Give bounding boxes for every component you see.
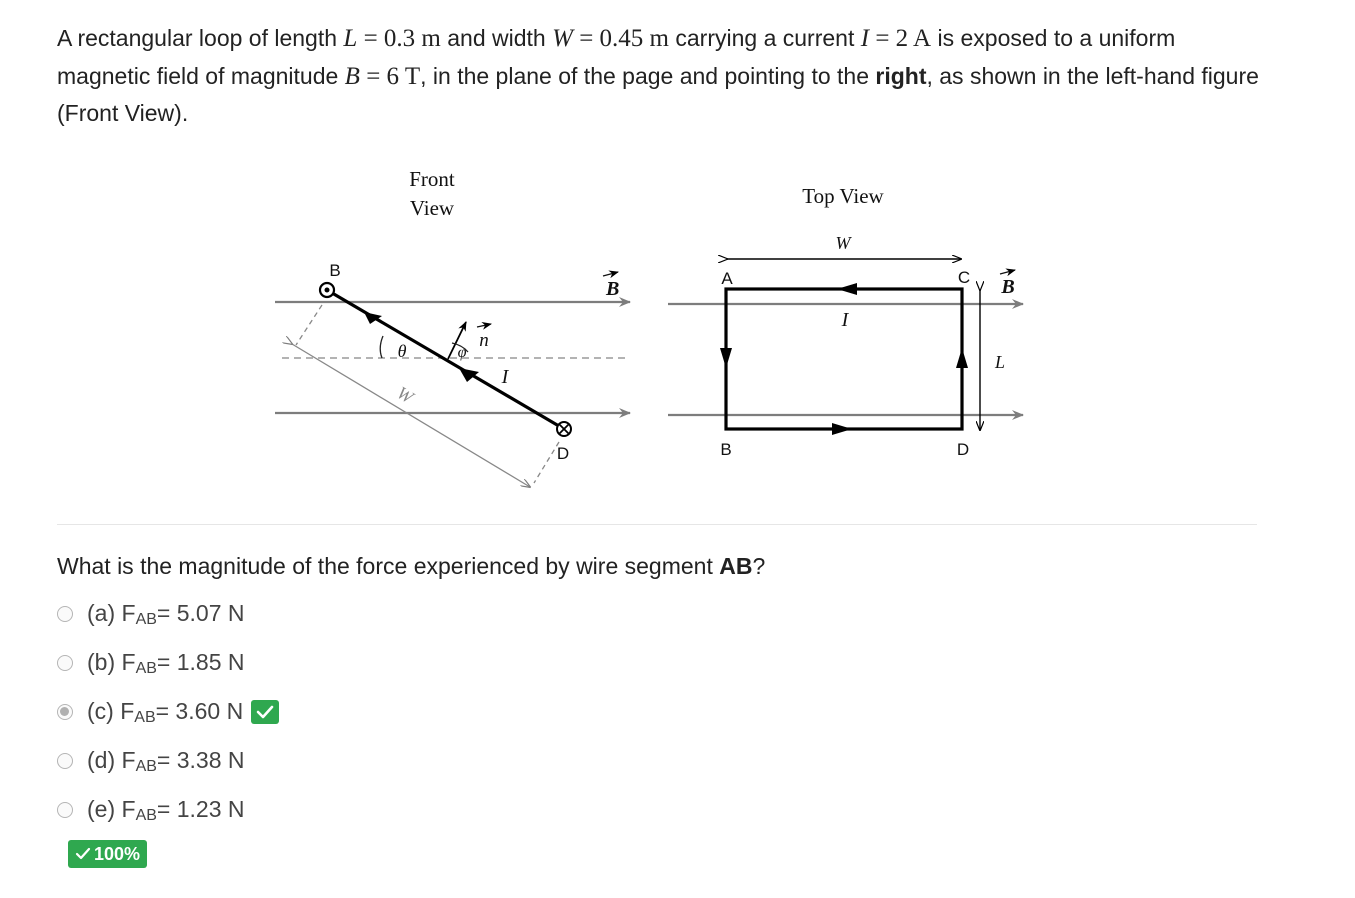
math-W: W = 0.45 m: [552, 25, 669, 52]
current-arrow-icon: [837, 283, 857, 295]
top-point-b-label: B: [720, 440, 732, 459]
current-arrow-icon: [459, 368, 479, 382]
current-out-of-page-icon: [325, 288, 330, 293]
front-width-label: W: [393, 382, 417, 408]
intro-text: and width: [440, 25, 553, 51]
radio-icon[interactable]: [57, 753, 73, 769]
intro-bold: right: [875, 62, 927, 89]
math-B: B = 6 T: [344, 62, 421, 90]
math-L: L = 0.3 m: [343, 25, 441, 52]
top-width-label: W: [835, 233, 851, 253]
phi-label: φ: [457, 344, 467, 361]
front-view: [275, 167, 630, 487]
loop-edge-side-view: [327, 290, 564, 429]
vector-arrow-icon: [603, 272, 618, 276]
radio-icon[interactable]: [57, 704, 73, 720]
math-I: I = 2 A: [860, 25, 932, 52]
correct-check-icon: [251, 700, 279, 724]
front-current-label: I: [501, 366, 509, 388]
option-d[interactable]: (d) F AB = 3.38 N: [57, 747, 245, 774]
option-b[interactable]: (b) F AB = 1.85 N: [57, 649, 245, 676]
width-dimension-line: [292, 344, 530, 487]
top-view: [668, 184, 1023, 459]
normal-label-n: n: [479, 330, 489, 351]
score-value: 100%: [94, 844, 141, 864]
vector-arrow-icon: [477, 324, 491, 327]
option-c[interactable]: (c) F AB = 3.60 N: [57, 698, 279, 725]
top-point-a-label: A: [721, 269, 733, 288]
top-point-c-label: C: [957, 268, 971, 287]
intro-text: , in the plane of the page and pointing to the: [420, 62, 876, 89]
intro-text: A rectangular loop of length: [57, 25, 344, 51]
top-view-title: Top View: [802, 184, 884, 208]
score-badge: [68, 840, 147, 868]
divider: [57, 524, 1257, 525]
current-arrow-icon: [832, 423, 852, 435]
front-view-title-line1: Front: [409, 167, 455, 191]
radio-icon[interactable]: [57, 655, 73, 671]
top-field-label-b: B: [1001, 276, 1015, 298]
extension-line: [296, 305, 322, 345]
problem-statement: [57, 20, 1267, 132]
intro-text: is exposed to a uniform magnetic field of magnitude: [57, 25, 1176, 89]
question-text: What is the magnitude of the force experienced by wire segment AB?: [57, 553, 766, 579]
check-icon: [75, 847, 91, 861]
front-view-title-line2: View: [409, 196, 455, 220]
option-e[interactable]: (e) F AB = 1.23 N: [57, 796, 245, 823]
intro-text: , as shown in the left-hand figure (Front View).: [57, 62, 1259, 126]
theta-label: θ: [397, 341, 407, 361]
radio-icon[interactable]: [57, 802, 73, 818]
extension-line: [534, 442, 559, 483]
top-point-d-label: D: [956, 440, 970, 459]
top-length-label: L: [994, 352, 1006, 372]
option-a[interactable]: (a) F AB = 5.07 N: [57, 600, 245, 627]
current-arrow-icon: [720, 348, 732, 368]
radio-icon[interactable]: [57, 606, 73, 622]
vector-arrow-icon: [1000, 270, 1015, 274]
problem-figure: [260, 150, 1050, 500]
intro-text: carrying a current: [669, 25, 861, 51]
theta-arc: [380, 336, 383, 358]
current-arrow-icon: [956, 348, 968, 368]
front-point-d-label: D: [556, 444, 570, 463]
front-point-b-label: B: [329, 261, 341, 280]
field-label-b: B: [606, 278, 620, 300]
top-current-label: I: [841, 309, 849, 331]
